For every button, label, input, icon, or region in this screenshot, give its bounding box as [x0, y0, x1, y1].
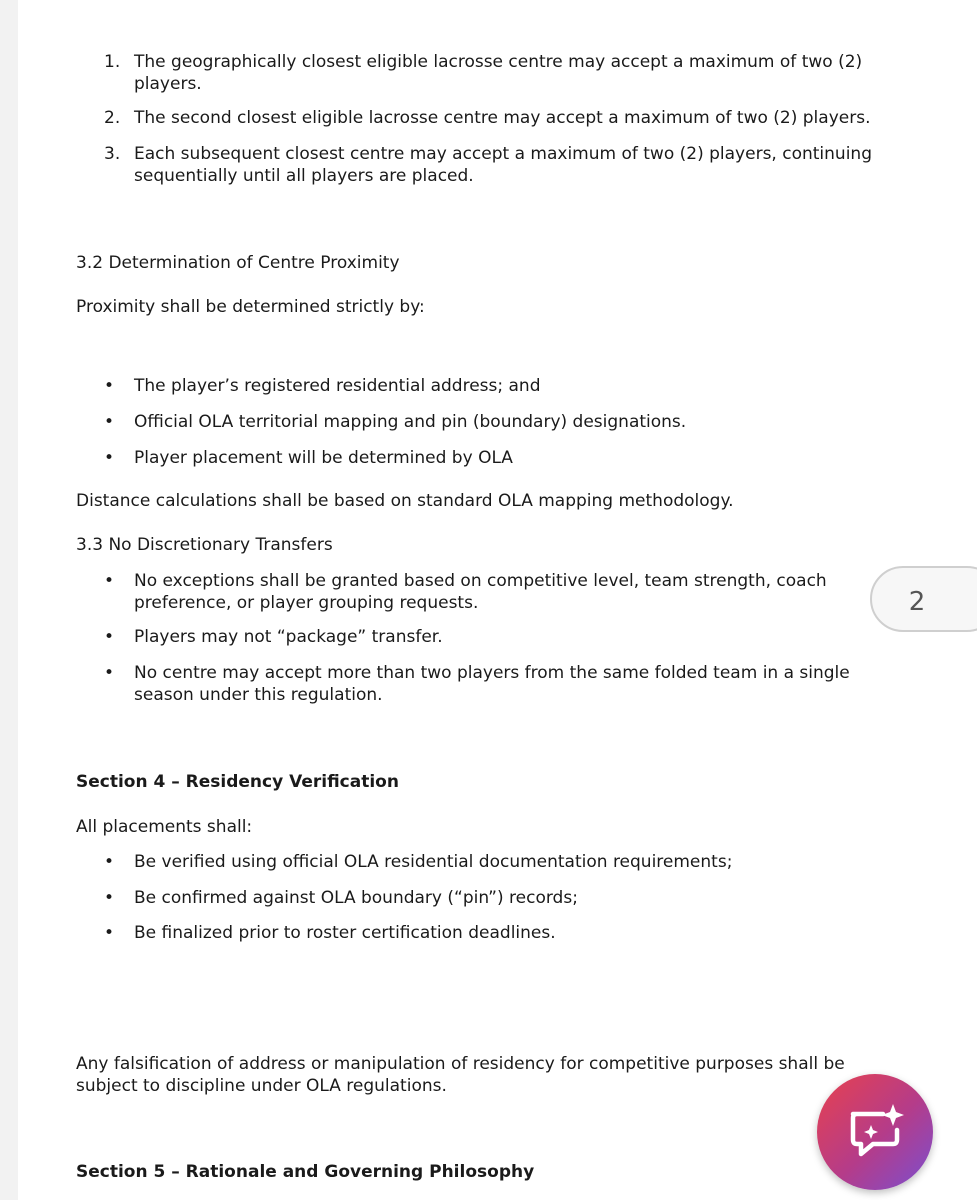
paragraph: Any falsification of address or manipulation of residency for competitive purposes shall be subject to discipline under OLA regulations. [76, 1054, 845, 1096]
paragraph: All placements shall: [76, 817, 253, 837]
chat-sparkle-icon [843, 1100, 907, 1164]
bullet: • [104, 571, 115, 591]
list-item: Each subsequent closest centre may accept a maximum of two (2) players, continuing sequentially until all players are placed. [134, 144, 872, 186]
section-heading: Section 4 – Residency Verification [76, 772, 399, 792]
paragraph: Proximity shall be determined strictly by: [76, 297, 425, 317]
list-number: 2. [104, 108, 121, 128]
bullet: • [104, 663, 115, 683]
list-number: 1. [104, 52, 121, 72]
paragraph: Distance calculations shall be based on standard OLA mapping methodology. [76, 491, 734, 511]
list-item: Players may not “package” transfer. [134, 627, 443, 647]
list-item: Be finalized prior to roster certification deadlines. [134, 923, 556, 943]
list-item: Be verified using official OLA residential documentation requirements; [134, 852, 733, 872]
subsection-heading: 3.2 Determination of Centre Proximity [76, 253, 400, 273]
list-item: Official OLA territorial mapping and pin (boundary) designations. [134, 412, 687, 432]
list-item: The second closest eligible lacrosse centre may accept a maximum of two (2) players. [134, 108, 871, 128]
list-item: Be confirmed against OLA boundary (“pin”) records; [134, 888, 578, 908]
list-number: 3. [104, 144, 121, 164]
bullet: • [104, 852, 115, 872]
bullet: • [104, 448, 115, 468]
bullet: • [104, 376, 115, 396]
bullet: • [104, 627, 115, 647]
list-item: No centre may accept more than two players from the same folded team in a single season under this regulation. [134, 663, 850, 705]
chat-assistant-button[interactable] [817, 1074, 933, 1190]
bullet: • [104, 923, 115, 943]
subsection-heading: 3.3 No Discretionary Transfers [76, 535, 333, 555]
list-item: The geographically closest eligible lacrosse centre may accept a maximum of two (2) players. [134, 52, 863, 94]
bullet: • [104, 888, 115, 908]
list-item: The player’s registered residential address; and [134, 376, 541, 396]
section-heading: Section 5 – Rationale and Governing Philosophy [76, 1162, 535, 1182]
bullet: • [104, 412, 115, 432]
list-item: No exceptions shall be granted based on competitive level, team strength, coach preference, or player grouping requests. [134, 571, 827, 613]
list-item: Player placement will be determined by OLA [134, 448, 513, 468]
page-number: 2 [908, 587, 926, 617]
